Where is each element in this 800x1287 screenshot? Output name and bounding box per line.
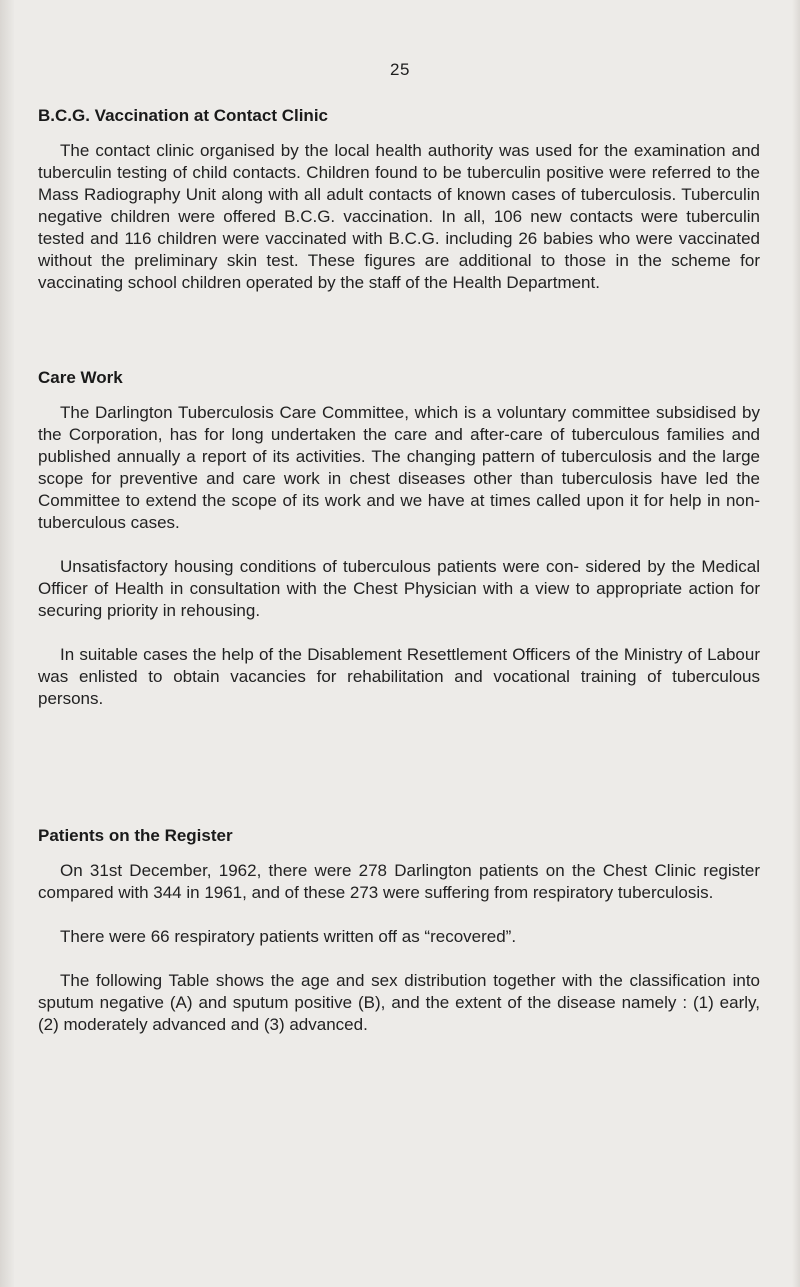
section-heading: B.C.G. Vaccination at Contact Clinic	[38, 106, 328, 125]
section-bcg-vaccination	[38, 106, 760, 294]
paragraph: The following Table shows the age and sex distribution together with the classification into sputum negative (A) and sputum positive (B), and the extent of the disease namely : (1) early, (2) moderately advanced and (3) advanced.	[38, 971, 760, 1034]
paragraph: The contact clinic organised by the local health authority was used for the examination and tuberculin testing of child contacts. Children found to be tuberculin positive were referred to the Mass Radiography Unit along with all adult contacts of known cases of tuberculosis. Tuberculin negative children were offered B.C.G. vaccination. In all, 106 new contacts were tuberculin tested and 116 children were vaccinated with B.C.G. including 26 babies who were vaccinated without the preliminary skin test. These figures are additional to those in the scheme for vaccinating school children operated by the staff of the Health Department.	[38, 141, 760, 292]
paragraph: On 31st December, 1962, there were 278 Darlington patients on the Chest Clinic register compared with 344 in 1961, and of these 273 were suffering from respiratory tuberculosis.	[38, 861, 760, 902]
section-care-work	[38, 368, 760, 710]
section-heading: Patients on the Register	[38, 826, 233, 845]
paragraph: The Darlington Tuberculosis Care Committee, which is a voluntary committee subsidised by the Corporation, has for long undertaken the care and after-care of tuberculous families and published annually a report of its activities. The changing pattern of tuberculosis and the large scope for preventive and care work in chest diseases other than tuberculosis have led the Committee to extend the scope of its work and we have at times called upon it for help in non-tuberculous cases.	[38, 403, 760, 532]
page-edge-right	[792, 0, 800, 1287]
paragraph: In suitable cases the help of the Disablement Resettlement Officers of the Ministry of Labour was enlisted to obtain vacancies for rehabilitation and vocational training of tuberculous persons.	[38, 645, 760, 708]
page-edge-left	[0, 0, 14, 1287]
paragraph: There were 66 respiratory patients written off as “recovered”.	[60, 927, 517, 946]
paragraph: Unsatisfactory housing conditions of tuberculous patients were con- sidered by the Medical Officer of Health in consultation with the Chest Physician with a view to appropriate action for securing priority in rehousing.	[38, 557, 760, 620]
section-patients-on-register	[38, 826, 760, 1036]
page-content	[38, 106, 760, 1036]
section-heading: Care Work	[38, 368, 123, 387]
page-number: 25	[390, 60, 410, 79]
